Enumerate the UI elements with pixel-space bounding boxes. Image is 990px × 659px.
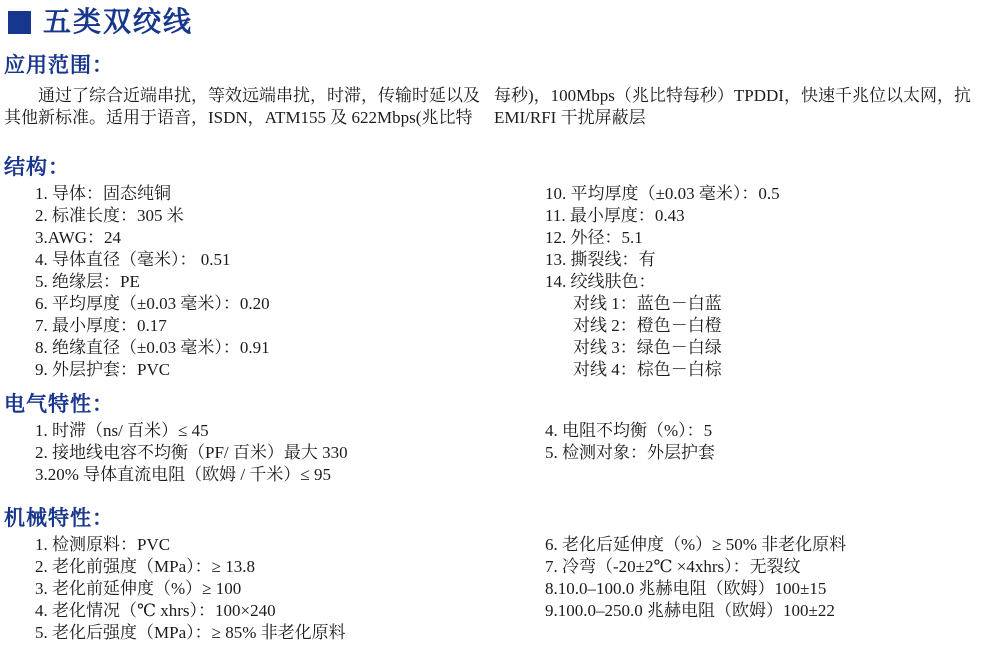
section-heading-application: 应用范围：: [4, 53, 114, 77]
application-column-right: [490, 85, 984, 129]
list-item: 9. 外层护套：PVC: [35, 360, 171, 379]
list-item: 8.10.0–100.0 兆赫电阻（欧姆）100±15: [545, 579, 827, 598]
list-item: 3.20% 导体直流电阻（欧姆 / 千米）≤ 95: [35, 465, 331, 484]
list-item: 对线 4：棕色－白棕: [573, 360, 722, 379]
wire-pair-list: [573, 293, 780, 381]
list-item: 6. 平均厚度（±0.03 毫米）：0.20: [35, 294, 270, 313]
list-item: 5. 绝缘层：PE: [35, 272, 140, 291]
mechanical-list-left: [35, 534, 346, 644]
section-heading-electrical: 电气特性：: [4, 392, 114, 416]
list-item: 1. 检测原料：PVC: [35, 535, 171, 554]
application-paragraph-left: 通过了综合近端串扰，等效远端串扰，时滞，传输时延以及其他新标准。适用于语音，ISDN，ATM155 及 622Mbps(兆比特: [4, 86, 480, 127]
list-item: 14. 绞线肤色：: [545, 272, 656, 291]
title-bullet-square-icon: [8, 11, 31, 34]
list-item: 3.AWG：24: [35, 228, 121, 247]
list-item: 1. 导体：固态纯铜: [35, 184, 171, 203]
section-heading-structure: 结构：: [4, 155, 70, 179]
list-item: 3. 老化前延伸度（%）≥ 100: [35, 579, 242, 598]
list-item: 对线 2：橙色－白橙: [573, 316, 722, 335]
list-item: 5. 老化后强度（MPa）：≥ 85% 非老化原料: [35, 623, 346, 642]
list-item: 7. 最小厚度：0.17: [35, 316, 167, 335]
list-item: 7. 冷弯（-20±2℃ ×4xhrs）：无裂纹: [545, 557, 801, 576]
structure-list-left: [35, 183, 270, 381]
application-column-left: [4, 85, 490, 129]
list-item: 11. 最小厚度：0.43: [545, 206, 685, 225]
list-item: 对线 3：绿色－白绿: [573, 338, 722, 357]
list-item: 10. 平均厚度（±0.03 毫米）：0.5: [545, 184, 780, 203]
application-paragraph-right: 每秒)，100Mbps（兆比特每秒）TPDDI，快速千兆位以太网，抗EMI/RFI 干扰屏蔽层: [494, 86, 971, 127]
list-item: 12. 外径：5.1: [545, 228, 643, 247]
list-item: 2. 标准长度：305 米: [35, 206, 184, 225]
list-item: 2. 老化前强度（MPa）：≥ 13.8: [35, 557, 255, 576]
list-item: 8. 绝缘直径（±0.03 毫米）：0.91: [35, 338, 270, 357]
electrical-list-right: [545, 420, 715, 464]
list-item: 4. 电阻不均衡（%）：5: [545, 421, 713, 440]
list-item: 13. 撕裂线：有: [545, 250, 656, 269]
list-item: 9.100.0–250.0 兆赫电阻（欧姆）100±22: [545, 601, 835, 620]
electrical-list-left: [35, 420, 348, 486]
list-item: 5. 检测对象：外层护套: [545, 443, 715, 462]
list-item: 4. 导体直径（毫米）： 0.51: [35, 250, 231, 269]
page-title: 五类双绞线: [43, 6, 194, 37]
list-item: 6. 老化后延伸度（%）≥ 50% 非老化原料: [545, 535, 847, 554]
list-item: 对线 1：蓝色－白蓝: [573, 294, 722, 313]
list-item: 4. 老化情况（℃ xhrs）：100×240: [35, 601, 276, 620]
mechanical-list-right: [545, 534, 846, 622]
structure-list-right: [545, 183, 780, 381]
list-item: 1. 时滞（ns/ 百米）≤ 45: [35, 421, 209, 440]
list-item: 2. 接地线电容不均衡（PF/ 百米）最大 330: [35, 443, 348, 462]
application-columns: [4, 85, 986, 129]
document-title-row: [8, 8, 193, 36]
section-heading-mechanical: 机械特性：: [4, 506, 114, 530]
